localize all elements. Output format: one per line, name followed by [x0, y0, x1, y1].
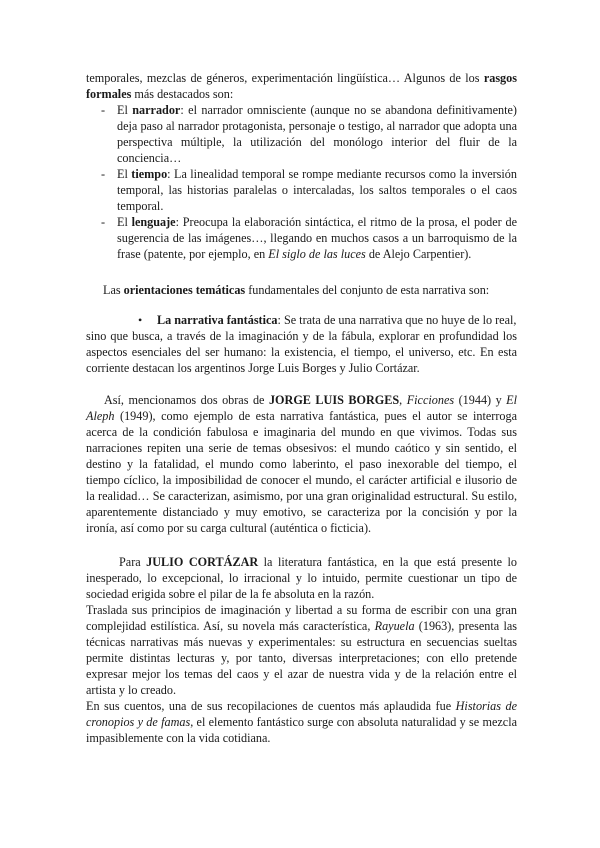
list-item-lenguaje: - El lenguaje: Preocupa la elaboración sintáctica, el ritmo de la prosa, el poder de sugerencia de las imágenes…, llegando en muchos casos a un barroquismo de la frase (patente, por ejemplo, en El siglo de las luces de Alejo Carpentier). — [101, 215, 517, 261]
work-el-aleph: El Aleph — [86, 393, 518, 423]
term-lenguaje: lenguaje — [131, 215, 176, 229]
work-rayuela: Rayuela — [374, 619, 415, 633]
work-ficciones: Ficciones — [406, 393, 455, 407]
dash-marker: - — [101, 215, 106, 229]
dash-marker: - — [101, 167, 106, 181]
fantastic-paragraph: sino que busca, a través de la imaginación y de la fábula, explorar en profundidad los aspectos esenciales del ser humano: la existencia, el tiempo, el universo, etc. En esta corriente destacan los argentinos Jorge Luis Borges y Julio Cortázar. — [86, 329, 517, 375]
rayuela-paragraph: Traslada sus principios de imaginación y libertad a su forma de escribir con una gran complejidad estilística. Así, su novela más característica, Rayuela (1963), presenta las técnicas narrativas más nuevas y experimentales: su estructura en secuencias sueltas permite distintas lecturas y, por tanto, diversas interpretaciones; con ello pretende expresar mejor los temas del caos y el azar de nuestra vida y de la relación entre el artista y lo creado. — [86, 603, 517, 697]
work-title: El siglo de las luces — [268, 247, 366, 261]
orientations-bold: orientaciones temáticas — [123, 283, 246, 297]
intro-text: temporales, mezclas de géneros, experimentación lingüística… Algunos de los — [86, 71, 484, 85]
cortazar-paragraph: Para JULIO CORTÁZAR la literatura fantástica, en la que está presente lo inesperado, lo excepcional, lo irracional y lo intuido, permite cuestionar un tipo de sociedad erigida sobre el pilar de la fe absoluta en la razón. — [86, 555, 517, 601]
bullet-marker: • — [138, 313, 143, 327]
author-borges: JORGE LUIS BORGES — [268, 393, 400, 407]
list-item-tiempo: - El tiempo: La linealidad temporal se rompe mediante recursos como la inversión temporal, las historias paralelas o intercaladas, los saltos temporales o el caos temporal. — [101, 167, 517, 213]
intro-text-end: más destacados son: — [131, 87, 234, 101]
fantastic-heading: La narrativa fantástica — [157, 313, 278, 327]
author-cortazar: JULIO CORTÁZAR — [146, 555, 259, 569]
intro-bold: rasgos formales — [86, 71, 517, 101]
term-tiempo: tiempo — [131, 167, 168, 181]
formal-traits-list — [86, 102, 517, 262]
orientations-paragraph: Las orientaciones temáticas fundamentales del conjunto de esta narrativa son: — [103, 283, 490, 297]
fantastic-heading-line: La narrativa fantástica: Se trata de una narrativa que no huye de lo real, — [157, 313, 517, 327]
borges-paragraph: Así, mencionamos dos obras de JORGE LUIS BORGES, Ficciones (1944) y El Aleph (1949), como ejemplo de esta narrativa fantástica, pues el autor se interroga acerca de la condición fabulosa e imaginaria del mundo en que vivimos. Todas sus narraciones repiten una serie de temas obsesivos: el mundo caótico y sin sentido, el destino y la fatalidad, el mundo como laberinto, el paso inexorable del tiempo, el tiempo cíclico, la imposibilidad de conocer el mundo, el carácter artificial e ilusorio de la realidad… Se caracterizan, asimismo, por una gran originalidad estructural. Su estilo, aparentemente distanciado y muy emotivo, se caracteriza por la concisión y por la ironía, así como por su carga cultural (auténtica o ficticia). — [86, 393, 518, 535]
work-cronopios: Historias de cronopios y de famas — [86, 699, 517, 729]
list-item-narrador: - El narrador: el narrador omnisciente (aunque no se abandona definitivamente) deja paso al narrador protagonista, personaje o testigo, al narrador que adopta una perspectiva múltiple, la utilización del monólogo interior del fluir de la conciencia… — [101, 103, 517, 165]
cronopios-paragraph: En sus cuentos, una de sus recopilaciones de cuentos más aplaudida fue Historias de cronopios y de famas, el elemento fantástico surge con absoluta naturalidad y se mezcla impasiblemente con la vida cotidiana. — [86, 699, 517, 745]
term-narrador: narrador — [132, 103, 181, 117]
dash-marker: - — [101, 103, 106, 117]
intro-paragraph — [86, 70, 517, 102]
